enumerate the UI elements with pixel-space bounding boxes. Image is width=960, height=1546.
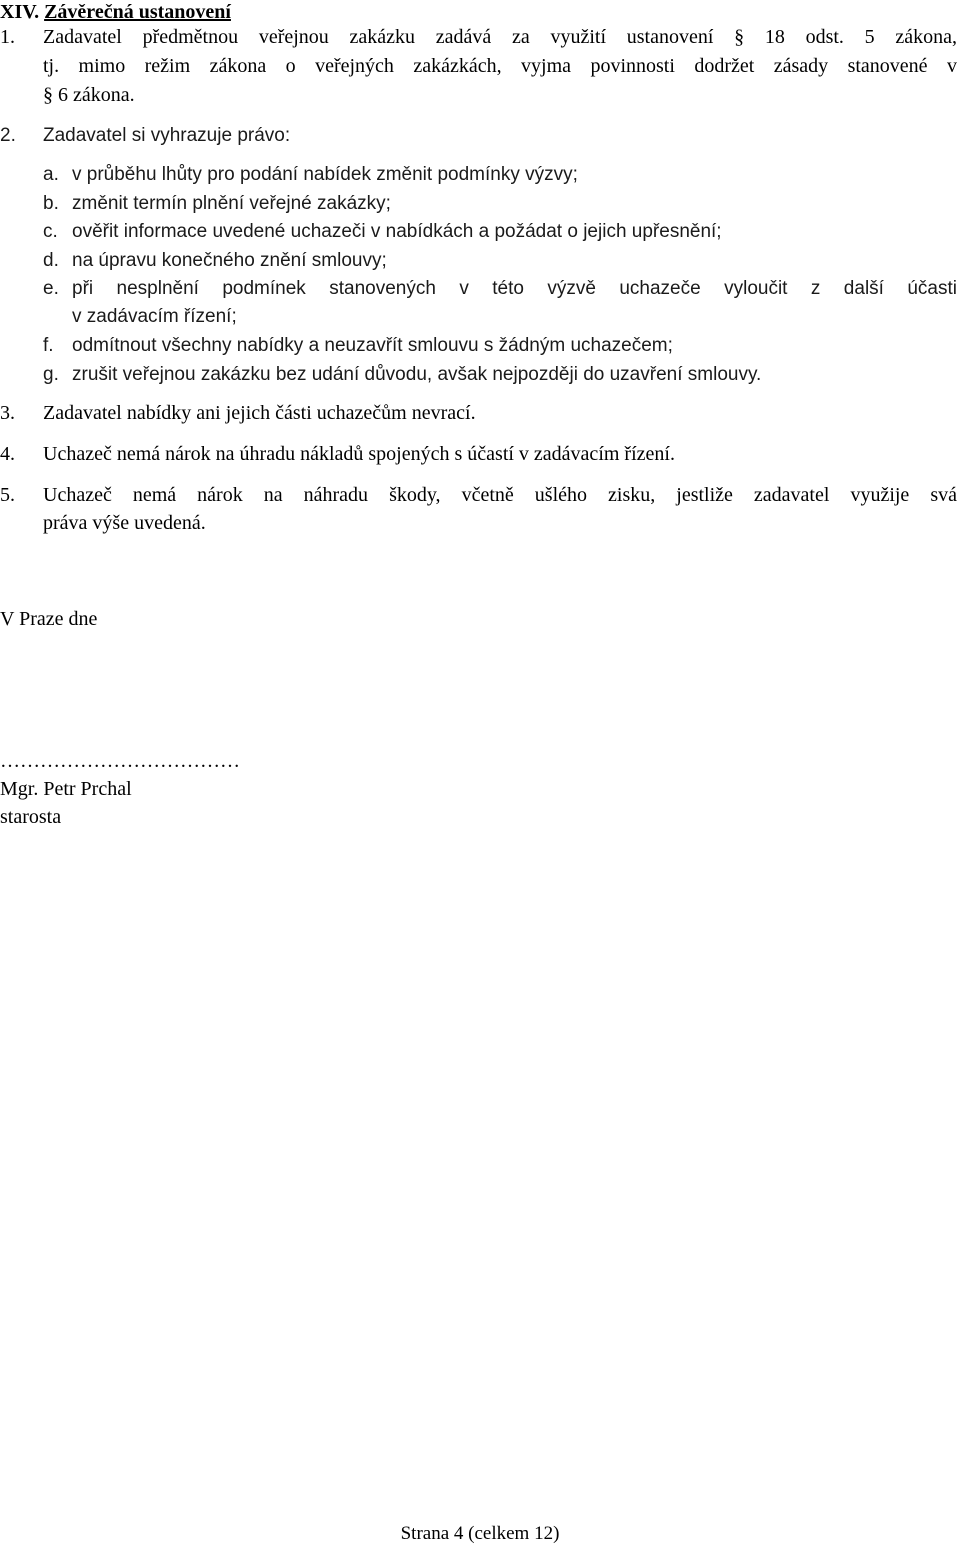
clause-2-item-a-text: v průběhu lhůty pro podání nabídek změnit podmínky výzvy; — [72, 164, 578, 185]
clause-2-intro: Zadavatel si vyhrazuje právo: — [43, 125, 291, 146]
signature-dotted-line: ……………………………… — [0, 750, 240, 772]
clause-1-number: 1. — [0, 26, 15, 48]
signatory-role: starosta — [0, 806, 62, 828]
clause-5-line-1: Uchazeč nemá nárok na náhradu škody, včetně ušlého zisku, jestliže zadavatel využije svá — [43, 484, 957, 506]
clause-1-line-1: Zadavatel předmětnou veřejnou zakázku zadává za využití ustanovení § 18 odst. 5 zákona, — [43, 26, 957, 48]
clause-3-text: Zadavatel nabídky ani jejich části uchazečům nevrací. — [43, 402, 476, 424]
signatory-name: Mgr. Petr Prchal — [0, 778, 132, 800]
clause-2-item-g-text: zrušit veřejnou zakázku bez udání důvodu, avšak nejpozději do uzavření smlouvy. — [72, 364, 762, 385]
place-and-date: V Praze dne — [0, 608, 98, 630]
clause-2-item-e-text: při nesplnění podmínek stanovených v této výzvě uchazeče vyloučit z další účasti — [72, 278, 957, 299]
clause-4-number: 4. — [0, 443, 15, 465]
clause-2-item-f-text: odmítnout všechny nabídky a neuzavřít smlouvu s žádným uchazečem; — [72, 335, 673, 356]
clause-1-line-3: § 6 zákona. — [43, 84, 135, 106]
clause-2-item-e-letter: e. — [43, 278, 59, 299]
heading-number: XIV. — [0, 1, 40, 23]
clause-2-item-g-letter: g. — [43, 364, 59, 385]
clause-2-item-d-letter: d. — [43, 250, 59, 271]
heading-title: Závěrečná ustanovení — [44, 1, 231, 23]
clause-2-item-a-letter: a. — [43, 164, 59, 185]
clause-4-text: Uchazeč nemá nárok na úhradu nákladů spojených s účastí v zadávacím řízení. — [43, 443, 675, 465]
clause-2-number: 2. — [0, 125, 16, 146]
clause-2-item-d-text: na úpravu konečného znění smlouvy; — [72, 250, 387, 271]
clause-2-item-c-text: ověřit informace uvedené uchazeči v nabídkách a požádat o jejich upřesnění; — [72, 221, 722, 242]
clause-5-number: 5. — [0, 484, 15, 506]
section-heading — [0, 0, 231, 24]
clause-1-line-2: tj. mimo režim zákona o veřejných zakázkách, vyjma povinnosti dodržet zásady stanovené v — [43, 55, 957, 77]
page-number-footer: Strana 4 (celkem 12) — [400, 1523, 560, 1544]
clause-2-item-f-letter: f. — [43, 335, 54, 356]
clause-3-number: 3. — [0, 402, 15, 424]
clause-2-item-b-letter: b. — [43, 193, 59, 214]
clause-2-item-b-text: změnit termín plnění veřejné zakázky; — [72, 193, 391, 214]
clause-2-item-e-text-continued: v zadávacím řízení; — [72, 306, 237, 327]
clause-5-line-2: práva výše uvedená. — [43, 512, 206, 534]
clause-2-item-c-letter: c. — [43, 221, 58, 242]
